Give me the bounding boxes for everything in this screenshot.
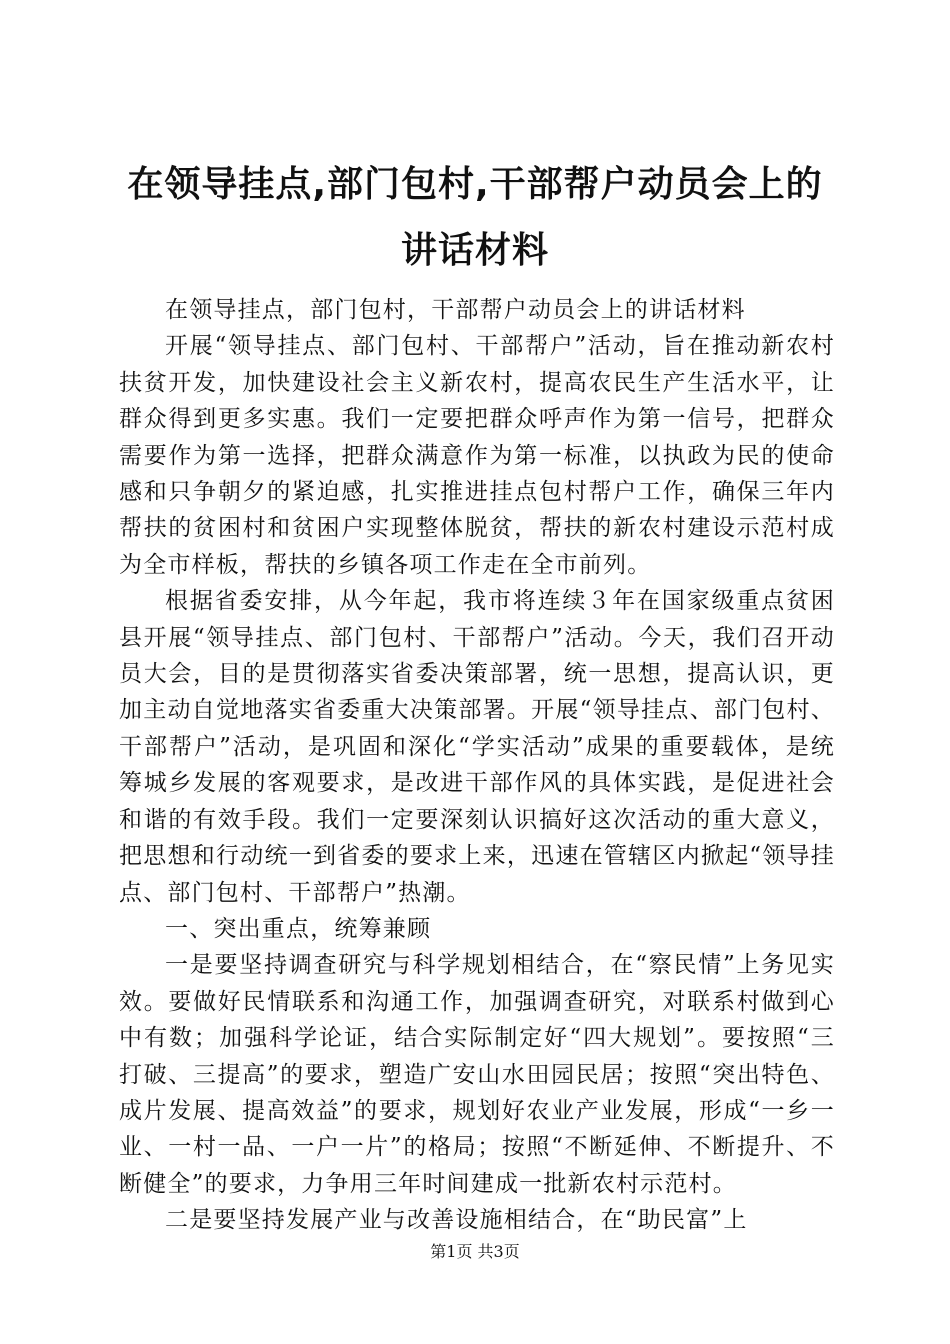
paragraph-subtitle: 在领导挂点，部门包村，干部帮户动员会上的讲话材料	[165, 297, 746, 323]
paragraph-point-one: 一是要坚持调查研究与科学规划相结合，在“察民情”上务见实效。要做好民情联系和沟通工作，加强调查研究，对联系村做到心中有数；加强科学论证，结合实际制定好“四大规划”。要按照“三打破、三提高”的要求，塑造广安山水田园民居；按照“突出特色、成片发展、提高效益”的要求，规划好农业产业发展，形成“一乡一业、一村一品、一户一片”的格局；按照“不断延伸、不断提升、不断健全”的要求，力争用三年时间建成一批新农村示范村。	[119, 952, 835, 1197]
page-number: 第1页 共3页	[430, 1242, 520, 1261]
paragraph-point-two: 二是要坚持发展产业与改善设施相结合，在“助民富”上	[165, 1207, 748, 1234]
paragraph-intro: 开展“领导挂点、部门包村、干部帮户”活动，旨在推动新农村扶贫开发，加快建设社会主义新农村，提高农民生产生活水平，让群众得到更多实惠。我们一定要把群众呼声作为第一信号，把群众需要作为第一选择，把群众满意作为第一标准，以执政为民的使命感和只争朝夕的紧迫感，扎实推进挂点包村帮户工作，确保三年内帮扶的贫困村和贫困户实现整体脱贫，帮扶的新农村建设示范村成为全市样板，帮扶的乡镇各项工作走在全市前列。	[119, 333, 835, 578]
section-heading: 一、突出重点，统筹兼顾	[165, 915, 432, 942]
document-body	[119, 292, 835, 1239]
document-title: 在领导挂点,部门包村,干部帮户动员会上的讲话材料	[127, 164, 823, 271]
paragraph-background: 根据省委安排，从今年起，我市将连续３年在国家级重点贫困县开展“领导挂点、部门包村、干部帮户”活动。今天，我们召开动员大会，目的是贯彻落实省委决策部署，统一思想，提高认识，更加主动自觉地落实省委重大决策部署。开展“领导挂点、部门包村、干部帮户”活动，是巩固和深化“学实活动”成果的重要载体，是统筹城乡发展的客观要求，是改进干部作风的具体实践，是促进社会和谐的有效手段。我们一定要深刻认识搞好这次活动的重大意义，把思想和行动统一到省委的要求上来，迅速在管辖区内掀起“领导挂点、部门包村、干部帮户”热潮。	[119, 588, 835, 906]
